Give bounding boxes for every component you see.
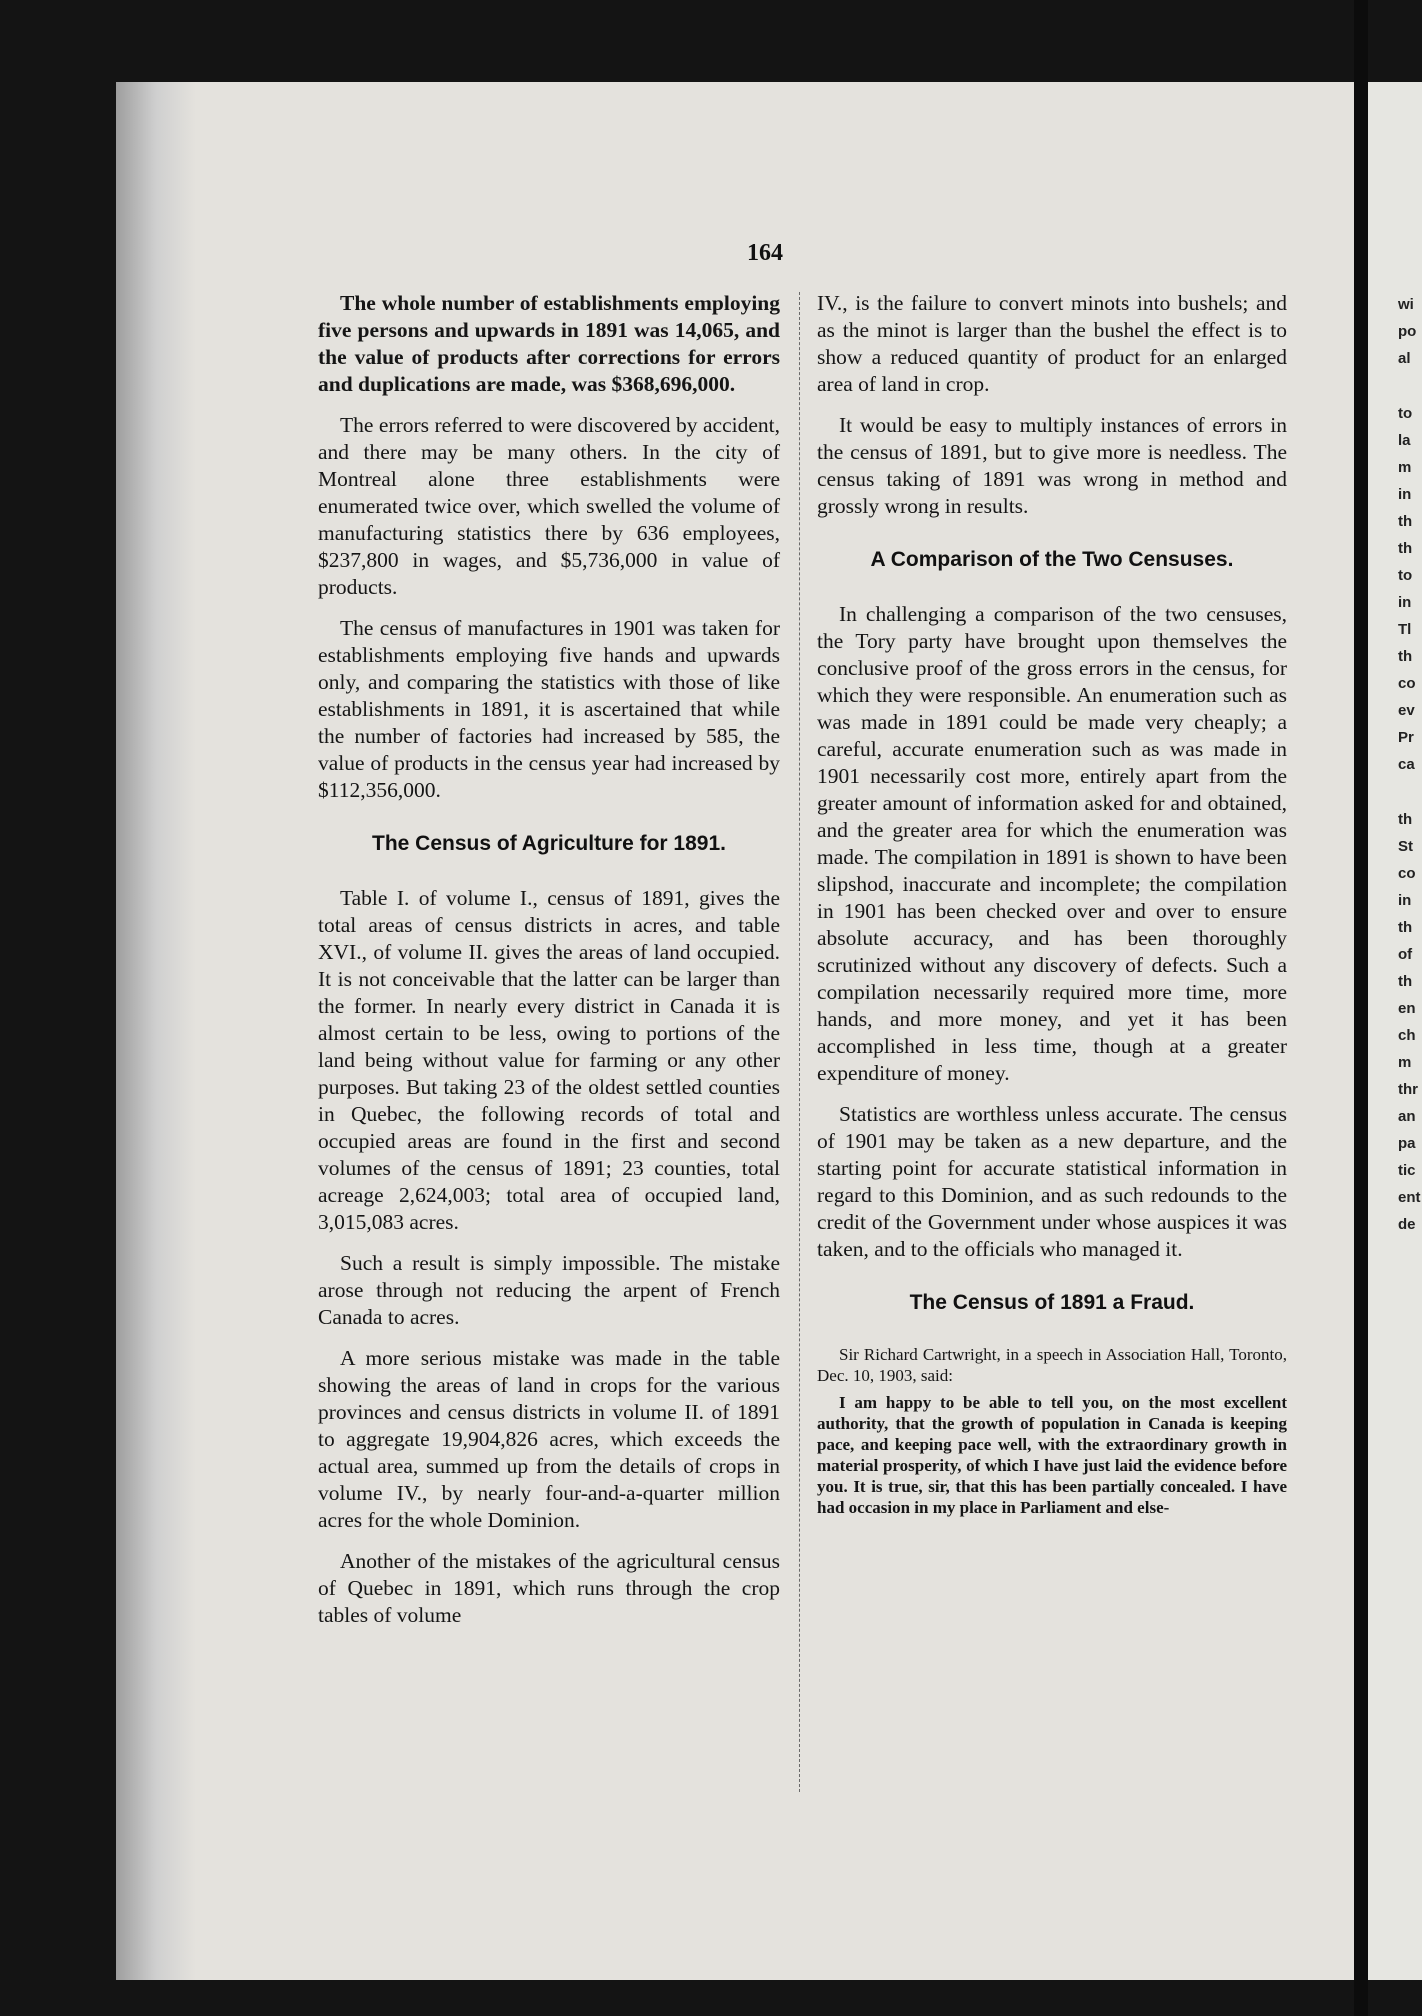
paragraph: Such a result is simply impossible. The mistake arose through not reducing the arpent of French Canada to acres.: [318, 1251, 780, 1329]
adjacent-page-text-fragment: m: [1398, 1054, 1412, 1071]
page-gutter: [1354, 0, 1368, 2016]
adjacent-page-text-fragment: thr: [1398, 1081, 1418, 1098]
adjacent-page-text-fragment: Tl: [1398, 621, 1412, 638]
adjacent-page-text-fragment: th: [1398, 973, 1413, 990]
adjacent-page-edge: [1368, 82, 1422, 1980]
adjacent-page-text-fragment: al: [1398, 350, 1411, 367]
quote-attribution: Sir Richard Cartwright, in a speech in Association Hall, Toronto, Dec. 10, 1903, said:: [817, 1345, 1287, 1385]
paragraph: In challenging a comparison of the two censuses, the Tory party have brought upon themselves the conclusive proof of the gross errors in the census, for which they were responsible. An enumeration such as was made in 1891 could be made very cheaply; a careful, accurate enumeration such as was made in 1901 necessarily cost more, entirely apart from the greater amount of information asked for and obtained, and the greater area for which the enumeration was made. The compilation in 1891 is shown to have been slipshod, inaccurate and incomplete; the compilation in 1901 has been checked over and over to ensure absolute accuracy, and has been thoroughly scrutinized without any discovery of defects. Such a compilation necessarily required more time, more hands, and more money, and yet it has been accomplished in less time, though at a greater expenditure of money.: [817, 602, 1287, 1085]
adjacent-page-text-fragment: Pr: [1398, 729, 1414, 746]
section-heading: A Comparison of the Two Censuses.: [870, 548, 1234, 571]
adjacent-page-text-fragment: ch: [1398, 1027, 1416, 1044]
paragraph: It would be easy to multiply instances of errors in the census of 1891, but to give more is needless. The census taking of 1891 was wrong in method and grossly wrong in results.: [817, 413, 1287, 518]
paragraph: IV., is the failure to convert minots into bushels; and as the minot is larger than the bushel the effect is to show a reduced quantity of product for an enlarged area of land in crop.: [817, 291, 1287, 396]
adjacent-page-text-fragment: of: [1398, 946, 1413, 963]
adjacent-page-text-fragment: St: [1398, 838, 1413, 855]
quotation: I am happy to be able to tell you, on the most excellent authority, that the growth of population in Canada is keeping pace, and keeping pace well, with the extraordinary growth in material prosperity, of which I have just laid the evidence before you. It is true, sir, that this has been partially concealed. I have had occasion in my place in Parliament and else-: [817, 1393, 1287, 1517]
right-column: [817, 290, 1287, 1518]
adjacent-page-text-fragment: th: [1398, 811, 1413, 828]
paragraph: Statistics are worthless unless accurate. The census of 1901 may be taken as a new departure, and the starting point for accurate statistical information in regard to this Dominion, and as such redounds to the credit of the Government under whose auspices it was taken, and to the officials who managed it.: [817, 1102, 1287, 1261]
adjacent-page-text-fragment: in: [1398, 892, 1412, 909]
adjacent-page-text-fragment: in: [1398, 486, 1412, 503]
paragraph: The census of manufactures in 1901 was taken for establishments employing five hands and upwards only, and comparing the statistics with those of like establishments in 1891, it is ascertained that while the number of factories had increased by 585, the value of products in the census year had increased by $112,356,000.: [318, 616, 780, 802]
adjacent-page-text-fragment: to: [1398, 405, 1413, 422]
adjacent-page-text-fragment: ent: [1398, 1189, 1421, 1206]
paragraph: Table I. of volume I., census of 1891, gives the total areas of census districts in acres, and table XVI., of volume II. gives the areas of land occupied. It is not conceivable that the latter can be larger than the former. In nearly every district in Canada it is almost certain to be less, owing to portions of the land being without value for farming or any other purposes. But taking 23 of the oldest settled counties in Quebec, the following records of total and occupied areas are found in the first and second volumes of the census of 1891; 23 counties, total acreage 2,624,003; total area of occupied land, 3,015,083 acres.: [318, 886, 780, 1234]
adjacent-page-text-fragment: de: [1398, 1216, 1416, 1233]
adjacent-page-text-fragment: co: [1398, 675, 1416, 692]
adjacent-page-text-fragment: la: [1398, 432, 1411, 449]
adjacent-page-text-fragment: an: [1398, 1108, 1416, 1125]
column-divider: [799, 292, 800, 1792]
adjacent-page-text-fragment: pa: [1398, 1135, 1416, 1152]
section-heading: The Census of Agriculture for 1891.: [372, 832, 726, 855]
paragraph: A more serious mistake was made in the table showing the areas of land in crops for the various provinces and census districts in volume II. of 1891 to aggregate 19,904,826 acres, which exceeds the actual area, summed up from the details of crops in volume IV., by nearly four-and-a-quarter million acres for the whole Dominion.: [318, 1346, 780, 1532]
left-column: [318, 290, 780, 1643]
adjacent-page-text-fragment: en: [1398, 1000, 1416, 1017]
paragraph: Another of the mistakes of the agricultural census of Quebec in 1891, which runs through the crop tables of volume: [318, 1549, 780, 1627]
adjacent-page-text-fragment: th: [1398, 513, 1413, 530]
page-binding-shadow: [116, 82, 196, 1980]
section-heading: The Census of 1891 a Fraud.: [909, 1291, 1195, 1314]
adjacent-page-text-fragment: po: [1398, 323, 1417, 340]
adjacent-page-text-fragment: in: [1398, 594, 1412, 611]
paragraph: The whole number of establishments employing five persons and upwards in 1891 was 14,065, and the value of products after corrections for errors and duplications are made, was $368,696,000.: [318, 291, 780, 396]
paragraph: The errors referred to were discovered by accident, and there may be many others. In the city of Montreal alone three establishments were enumerated twice over, which swelled the volume of manufacturing statistics there by 636 employees, $237,800 in wages, and $5,736,000 in value of products.: [318, 413, 780, 599]
adjacent-page-text-fragment: co: [1398, 865, 1416, 882]
adjacent-page-text-fragment: wi: [1398, 296, 1414, 313]
adjacent-page-text-fragment: th: [1398, 648, 1413, 665]
adjacent-page-text-fragment: ca: [1398, 756, 1415, 773]
adjacent-page-text-fragment: th: [1398, 919, 1413, 936]
adjacent-page-text-fragment: tic: [1398, 1162, 1416, 1179]
adjacent-page-text-fragment: to: [1398, 567, 1413, 584]
adjacent-page-text-fragment: m: [1398, 459, 1412, 476]
adjacent-page-text-fragment: th: [1398, 540, 1413, 557]
adjacent-page-text-fragment: ev: [1398, 702, 1415, 719]
page-number: 164: [747, 240, 783, 266]
